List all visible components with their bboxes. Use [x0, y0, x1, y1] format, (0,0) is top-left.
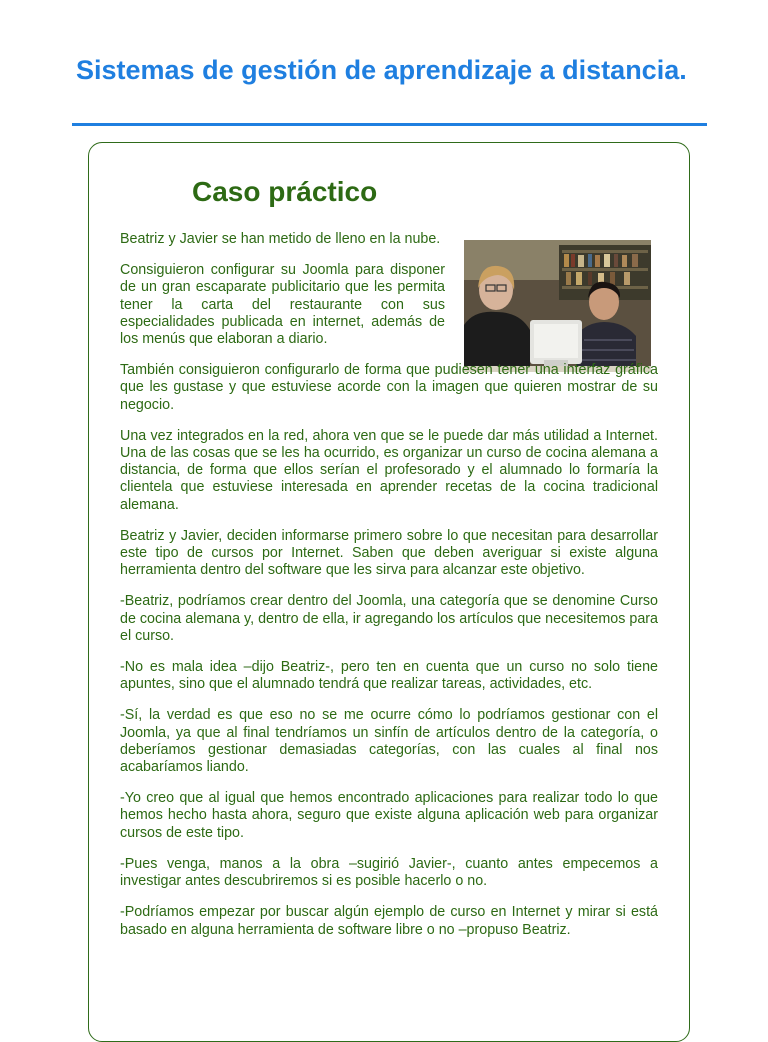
paragraph: Beatriz y Javier, deciden informarse primero sobre lo que necesitan para desarrollar este tipo de cursos por Internet. Saben que deben averiguar si existe alguna herramienta dentro del software que les sirva para alcanzar este objetivo.	[120, 527, 658, 579]
case-study-heading: Caso práctico	[192, 176, 378, 207]
paragraph: Una vez integrados en la red, ahora ven que se le puede dar más utilidad a Internet. Una de las cosas que se les ha ocurrido, es organizar un curso de cocina alemana a distancia, de forma que ellos serían el profesorado y el alumnado lo formaría la clientela que estuviese interesada en aprender recetas de la cocina tradicional alemana.	[120, 427, 658, 513]
paragraph: Consiguieron configurar su Joomla para disponer de un gran escaparate publicitario que les permita tener la carta del restaurante con sus especialidades publicada en internet, además de los menús que elaboran a diario.	[120, 262, 445, 348]
paragraph: -Pues venga, manos a la obra –sugirió Javier-, cuanto antes empecemos a investigar antes descubriremos si es posible hacerlo o no.	[120, 855, 658, 890]
paragraph: También consiguieron configurarlo de forma que pudiesen tener una interfaz gráfica que les gustase y que estuviese acorde con la imagen que quieren mostrar de su negocio.	[120, 362, 658, 413]
case-study-text	[120, 231, 658, 953]
paragraph: Beatriz y Javier se han metido de lleno en la nube.	[120, 231, 441, 247]
paragraph: -Yo creo que al igual que hemos encontrado aplicaciones para realizar todo lo que hemos hecho hasta ahora, seguro que existe alguna aplicación web para organizar cursos de este tipo.	[120, 790, 658, 841]
title-underline	[72, 123, 707, 126]
paragraph: -Sí, la verdad es que eso no se me ocurre cómo lo podríamos gestionar con el Joomla, ya que al final tendríamos un sinfín de artículos dentro de la categoría, o deberíamos gestionar demasiadas categorías, con las cuales al final nos acabaríamos liando.	[120, 707, 658, 776]
page-title: Sistemas de gestión de aprendizaje a distancia.	[76, 55, 687, 85]
paragraph: -Beatriz, podríamos crear dentro del Joomla, una categoría que se denomine Curso de cocina alemana y, dentro de ella, ir agregando los artículos que necesitemos para el curso.	[120, 593, 658, 644]
paragraph: -No es mala idea –dijo Beatriz-, pero ten en cuenta que un curso no solo tiene apuntes, sino que el alumnado tendrá que realizar tareas, actividades, etc.	[120, 659, 658, 693]
paragraph: -Podríamos empezar por buscar algún ejemplo de curso en Internet y mirar si está basado en alguna herramienta de software libre o no –propuso Beatriz.	[120, 904, 658, 938]
